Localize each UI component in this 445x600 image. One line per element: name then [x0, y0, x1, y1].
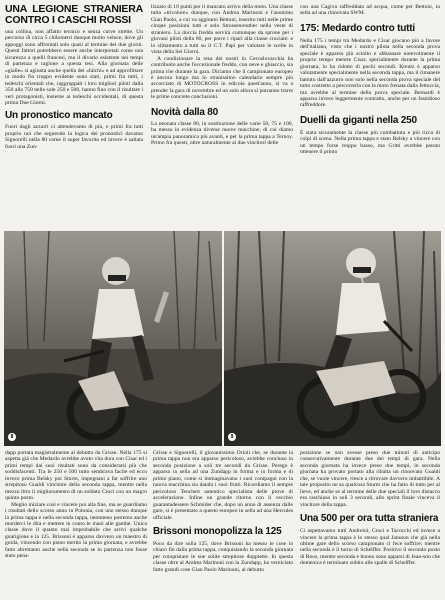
paragraph: È stata sicuramente la classe più combattuta e più ricca di colpi di scena. Nella prima tappa e stato Belsky a vincere con un tempo forse troppo basso, ma Gritti avrebbe potuto ottenere il primo — [300, 129, 440, 156]
rider-photo-right — [224, 231, 441, 446]
photo-rider-right — [224, 231, 441, 446]
section-heading-pronostico: Un pronostico mancato — [5, 110, 113, 122]
paragraph: A condizionare la resa dei nostri in Cecoslovacchia ha contribuito anche l'eccezionale freddo, con neve e ghiaccio, sia prima che durante la gara. Diciamo che il campionato europeo è ancora lungo ma lo stranissimo calendario sempre più accorciato di MOTOCROSS in edicola quest'anno, si va a prender la gara di novembre ed un solo allora si potranno trarre le prime concrete conclusioni. — [151, 55, 293, 101]
paragraph: con una Cagiva raffreddata ad acqua, come per Bettoni, in sella ad una rinnovata SWM. — [300, 4, 440, 17]
column-6 — [300, 450, 440, 598]
section-heading-novita: Novità dalla 80 — [151, 106, 219, 118]
column-3 — [300, 4, 440, 228]
paragraph: La neonata classe 80, in sostituzione delle varie 50, 75 e 100, ha messo in evidenza diverse nuove macchine, di cui diamo un'ampia panoramica più avanti, e per la prima tappa a Ternoy. Primo fra questi, oltre naturalmente ai due vincitori delle — [151, 120, 293, 147]
paragraph: posizione se non avesse preso due minuti di anticipo consecutivamente durante due dei tempi di gara. Nella seconda giornata ha invece preso due tempi, in seconda giornata ha provato portato alla ribalta un rinnovato Gualdi che, se vuole vincere, riesce a ritrovare davvero imbattibile. A tale proposito ne sa qualcosa Sturm che ha fatto di tutto per al lieve, ed anche se al termine delle due speciali il loro distacco era raschiuso in soli 3 secondi, allo sprint finale vinceva il vincitore della tappa. — [300, 450, 440, 508]
section-heading-250: Duelli da giganti nella 250 — [300, 114, 417, 126]
column-1 — [5, 4, 143, 228]
paragraph: lizzato di 10 punti per il mancato arrivo della moto. Una classe tutta «tricolore» dunque, con Andrea Marinoni e l'anonimo Gian Paolo, a cui va aggiunto Bettoni, inserito tutti nelle prime cinque posizioni tutti e solo Strossenreuther nella veste di straniero. La doccia fredda servirà comunque da sprone per i giovani piloti della 80, per porre i ripari alla classe cruciale: e lo slittamento a tutti su il C.T. Papi per valutare le scelte in vista della Sei Giorni. — [151, 4, 293, 56]
paragraph: Fuori dagli azzurri ci attendevamo di più, e primi fra tutti proprio noi che seguendo la logica dei pronostici davamo Signorelli nella 80 come il super favorito ed invece è saltata fuori una Zun- — [5, 124, 143, 150]
photo-number-8: 8 — [8, 433, 16, 441]
article-heading: UNA LEGIONE STRANIERA CONTRO I CASCHI ROSSI — [5, 4, 143, 26]
paragraph: Meglio iniziare così e vincere poi alla fine, ma se guardiamo i risultati dello scorso anno in Polonia, con uno stesso dunque la prima tappa e nella seconda tappa, nemmeno potremo anche morderci le dita e mettere in conto le mani alle gambe. Unica classe dove il quanto mai improbabile che arrivi qualche guarigione e la 125. Brissoni è apparso davvero un maestro di guida, vincendo con pieno merito la prima giornata, e avrebbe fatto altrettanto anche nella seconda se in partenza non fosse stato pena- — [5, 501, 147, 560]
paragraph: Grisse e Signorelli, il giovanissimo Orioli che, se durante la prima tappa non era apparso pericoloso, avrebbe concluso in seconda posizione a soli tre secondi da Grisse. Perego è apparso in sella ad una Zundapp in forma e in forma e di primo piano, come si immaginavano i suoi compagni con la nuova macchina sia dando i suoi frutti. Ricordiamo il sempre pericoloso Teuchert autentico specialista delle prove di accelerazione. Infine un grande ritorno con il vecchio guarantadessere Schmider che, dopo un anno di assenza dalle gare, si è presentato a questo europeo in sella ad una Hercules ufficiale. — [153, 450, 293, 521]
paragraph: Poco da dire sulla 125, dove Brissoni ha messo le cose in chiaro fin dalla prima tappa, conquistando la seconda giornata per conquistare le sue solite strepitose doppiette. In questa classe oltre al Andrea Marinoni con la Zundapp, ha verniciato fatto grandi cose Gian Paolo Marinoni, al debutto — [153, 540, 293, 573]
section-heading-175: 175: Medardo contro tutti — [300, 22, 416, 34]
section-heading-125: Brissoni monopolizza la 125 — [153, 525, 282, 537]
paragraph: una collina, non affatto tecnico e senza curve strette. Un percorso di circa 5 chilometri dunque molto veloce, dove gli appoggi sono affrontati solo quasi al termine dei due giorni. Questi fattori potrebbero essere anche interpretati come una sicurezza a quelli francesi, ma il divario esistente nei tempi di partenza e ragione a questa tesi. Alla giornata delle «gialle» si agiunta anche quella dei «falchi» e ad approfittare in modo fin troppo evidente sono stati, primi fra tutti, i tedeschi orientali che, raggruppati i loro migliori piloti dalla 350 alla 750 nelle sole 250 e 500, hanno fino con il risultare i veri protagonisti, insieme ai tedeschi occidentali, di questa prima Due Giorni. — [5, 29, 143, 106]
column-4 — [5, 450, 147, 598]
section-heading-500: Una 500 per ora tutta straniera — [300, 513, 439, 525]
photo-rider-left — [4, 231, 222, 446]
photo-strip — [4, 231, 441, 446]
paragraph: dapp portata magistralmente al debutto da Grisse. Nella 175 si aspetta già che Medardo avrebbe avuto vita dura con Cisar ed i primi tempi dai suoi risultati sono da considerarsi più che soddisfacenti. Tra le 250 e 500 tutto sembrava facile ed ecco invece prima Belsky poi Sturm, impegnani a far soffrire uno strepitoso Gualdi vincitore della seconda tappa, mentre nella mezzo litro il miglioramento di un soldato Croci con un magro quinto posto. — [5, 450, 147, 502]
photo-number-9: 9 — [228, 433, 236, 441]
paragraph: Nella 175 i tempi tra Medardo e Cisar giocano più a favore dell'italiano, visto che i nostro pilota nella seconda prova speciale è apparso più sciolto e abbassare notevolmente il proprio tempo mentre Cisar, specialmente durante la prima giornata, lo ha ridotto di pochi secondi. Kreutz è apparso valutamente specialmente nella seconda tappa, ma il rimanere battuto dall'azzurro non solo nella seconda prova speciale del tutto costretto a percorrerla con la moto frenata dalla fettuccia, ma avrebbe al termine della prova speciale. Bernardi è apparso invece leggermente contratto, anche per un fastidioso raffreddore. — [300, 37, 440, 109]
paragraph: Ci aspettavamo tutti Andreini, Croci e Tacocchi ed invece a vincere la prima tappa è lo stesso qual Jansson che già nella ultime gare dello scorso campionato ci fece soffrire; mentre nella seconda è il turno di Schelffer. Positivo il secondo posto di Roos, mentre seconda e buono sono apparsi di Jean-son che domenica è terminato subito alle spalle di Schelffer. — [300, 528, 440, 567]
rider-photo-left — [4, 231, 222, 446]
column-2 — [151, 4, 293, 228]
column-5 — [153, 450, 293, 598]
